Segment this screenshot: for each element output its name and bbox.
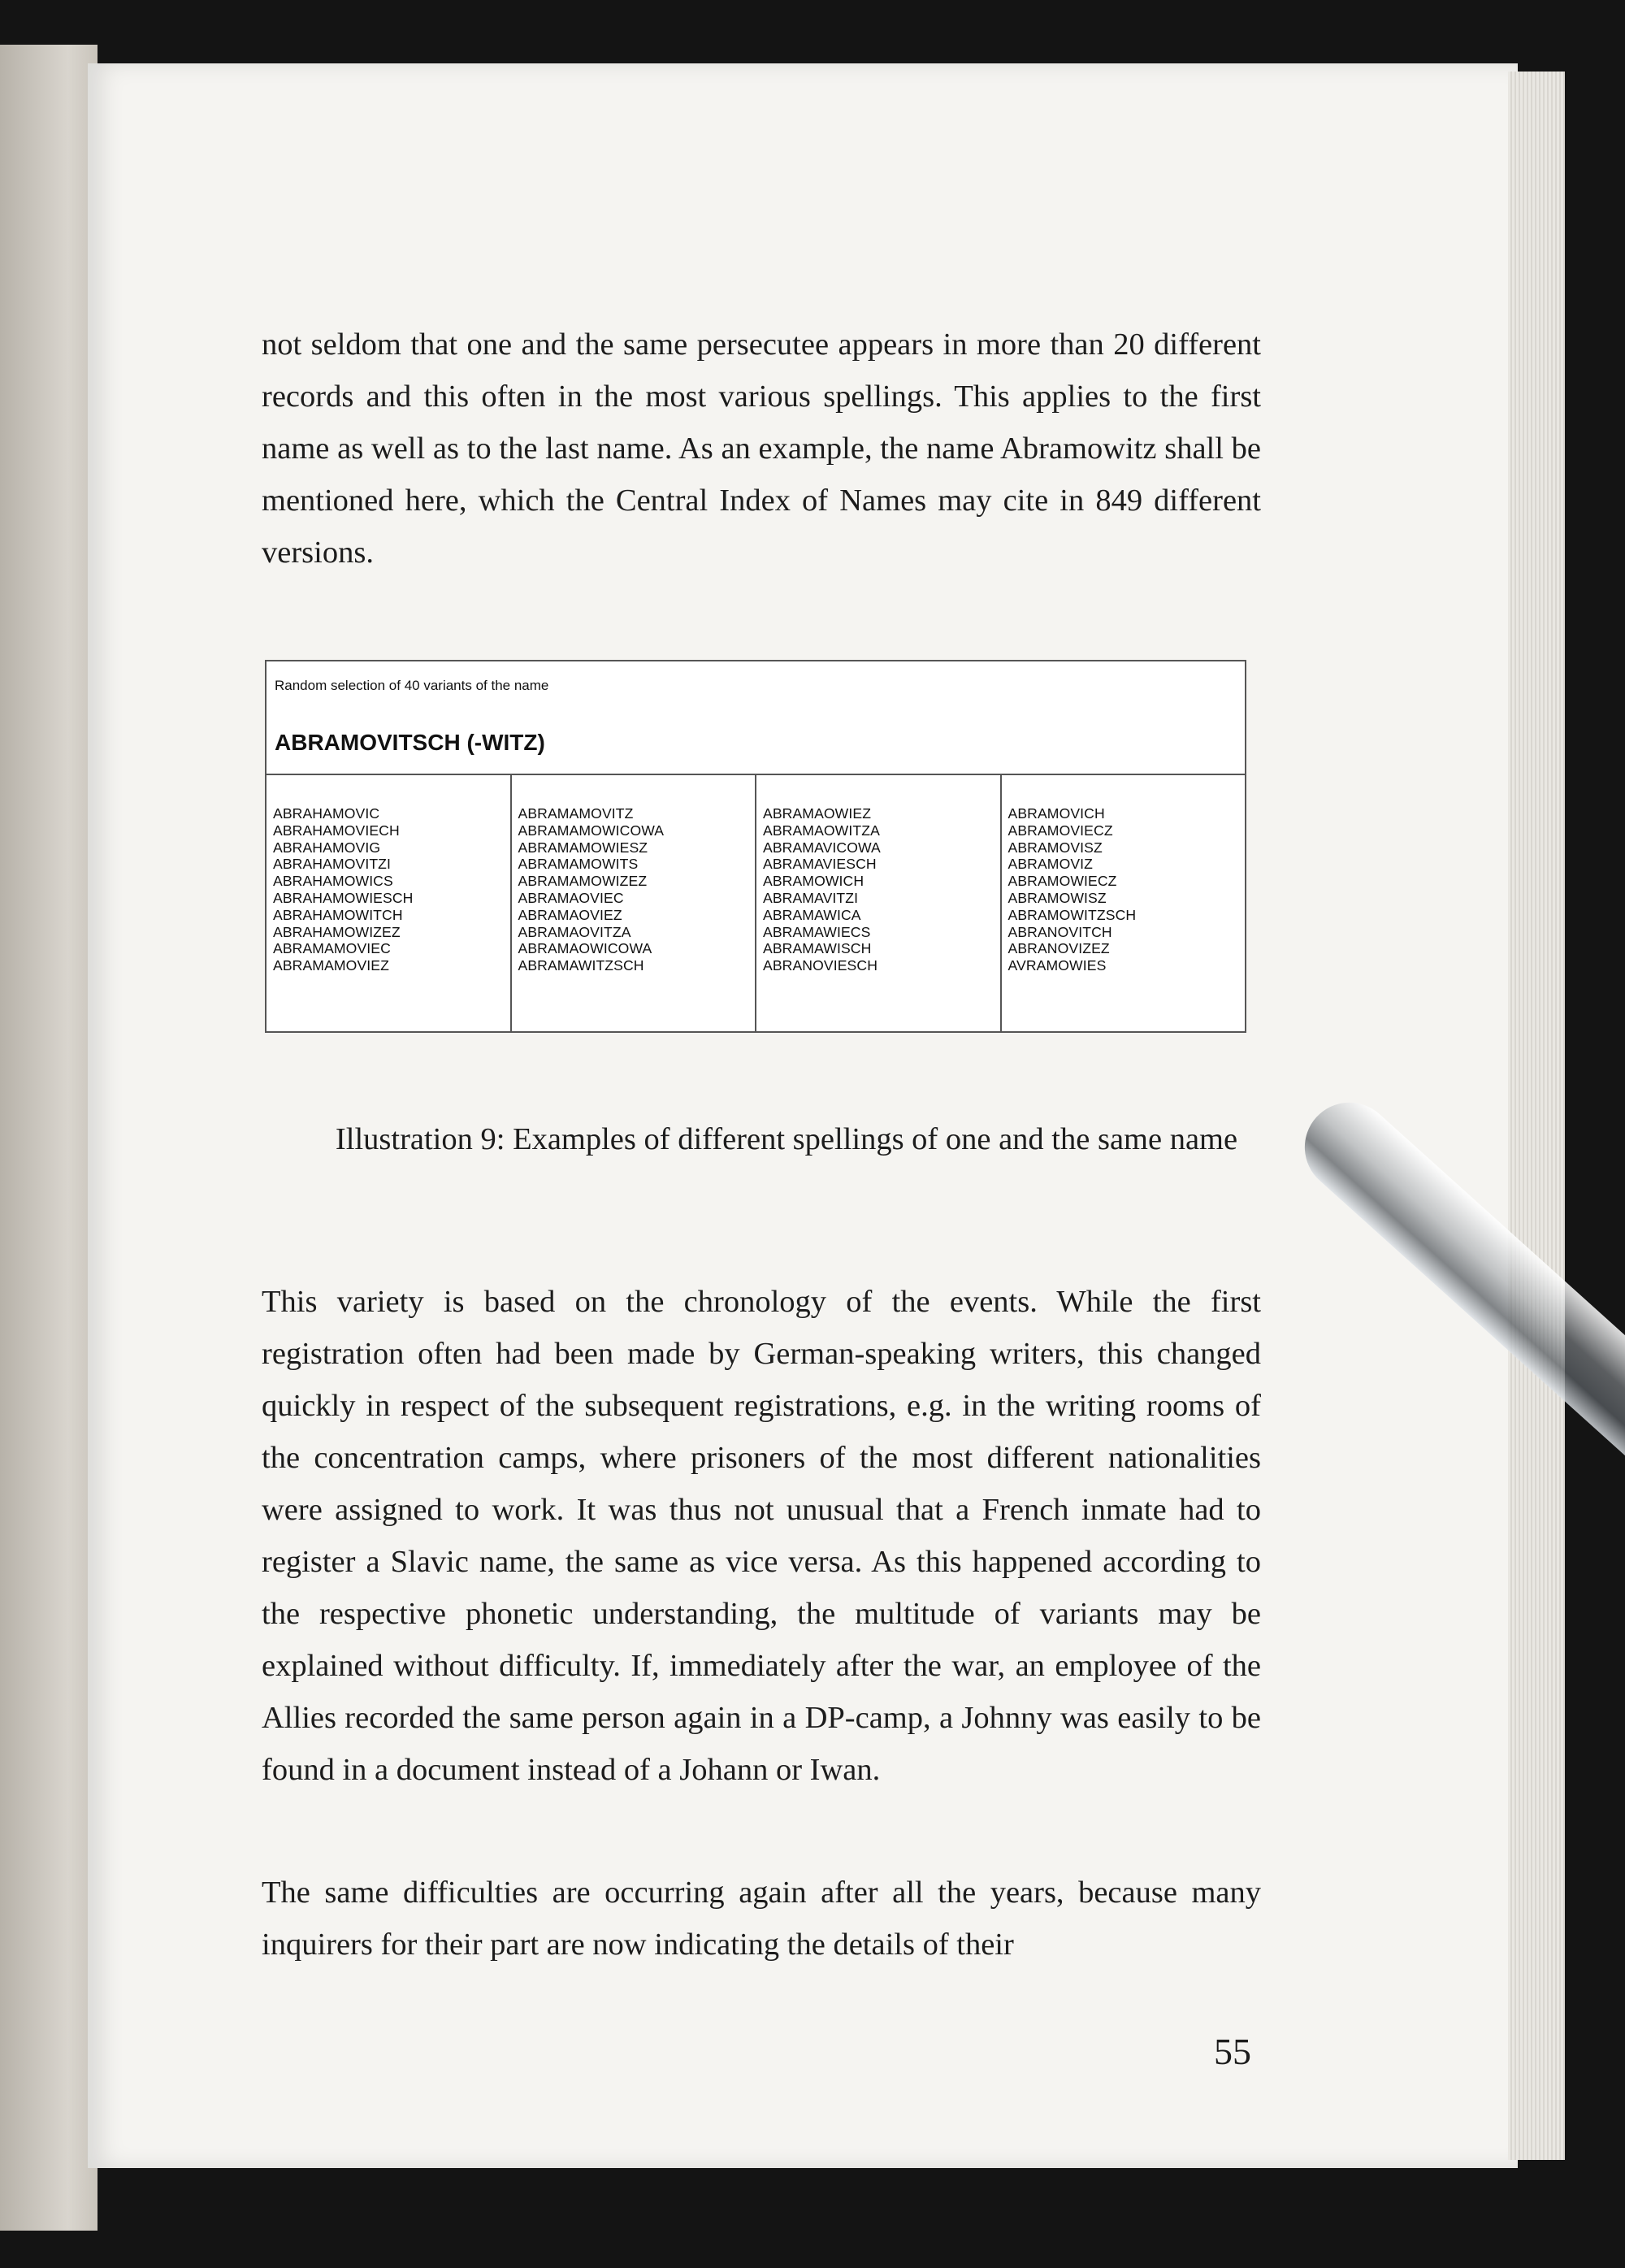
variant-column-4 [1000, 774, 1246, 1031]
figure-subtitle: Random selection of 40 variants of the name [275, 678, 549, 693]
page-number: 55 [1214, 2031, 1251, 2072]
name-variant: ABRAHAMOVIG [273, 839, 381, 856]
name-variant: ABRAMAMOWIZEZ [518, 873, 648, 890]
name-variant: ABRAMAMOVITZ [518, 805, 634, 822]
figure-heading: ABRAMOVITSCH (-WITZ) [275, 730, 545, 755]
paragraph-variety-text: This variety is based on the chronology of the events. While the first registration often had been made by German-speaking writers, this changed quickly in respect of the subsequent registrations, e.g. in the writing rooms of the concentration camps, where prisoners of the most different nationalities were assigned to work. It was thus not unusual that a French inmate had to register a Slavic name, the same as vice versa. As this happened according to the respective phonetic understanding, the multitude of variants may be explained without difficulty. If, immediately after the war, an employee of the Allies recorded the same person again in a DP-camp, a Johnny was easily to be found in a document instead of a Johann or Iwan. [262, 1285, 1261, 1787]
name-variant: ABRAHAMOVIECH [273, 822, 400, 839]
name-variant: ABRANOVIZEZ [1008, 940, 1110, 957]
name-variant: ABRAMOVISZ [1008, 839, 1103, 856]
name-variant: ABRAMAMOVIEZ [273, 957, 389, 974]
name-variant: ABRAMAMOWICOWA [518, 822, 665, 839]
name-variant: ABRAMAOVIEC [518, 889, 624, 906]
name-variant: ABRAMAVIESCH [763, 856, 877, 873]
name-variant: ABRAMOVIZ [1008, 856, 1094, 873]
name-variant: ABRAMOVIECZ [1008, 822, 1113, 839]
name-variant: ABRAMAWIECS [763, 923, 871, 940]
variant-column-3 [755, 774, 1000, 1031]
name-variant: ABRAHAMOVITZI [273, 856, 391, 873]
illustration-caption: Illustration 9: Examples of different spellings of one and the same name [335, 1122, 1238, 1156]
variant-column-2 [510, 774, 756, 1031]
name-variant: ABRAMOVICH [1008, 805, 1105, 822]
name-variant: ABRANOVIESCH [763, 957, 878, 974]
name-variant: ABRAMAOVITZA [518, 923, 631, 940]
name-variant: ABRAMAMOWITS [518, 856, 639, 873]
name-variant: ABRAMAVICOWA [763, 839, 881, 856]
paragraph-difficulties-text: The same difficulties are occurring again after all the years, because many inquirers for their part are now indicating the details of their [262, 1876, 1261, 1962]
name-variant: ABRAMAVITZI [763, 889, 859, 906]
name-variant: ABRAMAWITZSCH [518, 957, 644, 974]
name-variant: ABRAHAMOWITCH [273, 906, 403, 923]
name-variant: ABRANOVITCH [1008, 923, 1112, 940]
book-page-edges [1508, 72, 1565, 2160]
name-variant: ABRAMAMOWIESZ [518, 839, 648, 856]
name-variant: ABRAHAMOWIZEZ [273, 923, 401, 940]
book-left-page-edge [0, 45, 98, 2231]
name-variant: ABRAMAMOVIEC [273, 940, 391, 957]
name-variant: ABRAHAMOVIC [273, 805, 380, 822]
variant-columns [266, 774, 1245, 1031]
name-variants-figure [265, 660, 1246, 1033]
name-variant: ABRAMOWISZ [1008, 889, 1107, 906]
name-variant: ABRAHAMOWIESCH [273, 889, 414, 906]
paragraph-variety [262, 1276, 1261, 1796]
name-variant: ABRAMAOWICOWA [518, 940, 652, 957]
name-variant: ABRAMOWIECZ [1008, 873, 1117, 890]
paragraph-difficulties [262, 1867, 1261, 1971]
name-variant: ABRAMAWICA [763, 906, 861, 923]
name-variant: ABRAMAOVIEZ [518, 906, 622, 923]
name-variant: ABRAMAWISCH [763, 940, 872, 957]
name-variant: ABRAMAOWITZA [763, 822, 880, 839]
paragraph-intro-text: not seldom that one and the same persecutee appears in more than 20 different records and this often in the most various spellings. This applies to the first name as well as to the last name. As an example, the name Abramowitz shall be mentioned here, which the Central Index of Names may cite in 849 different versions. [262, 327, 1261, 570]
name-variant: ABRAMOWICH [763, 873, 864, 890]
name-variant: ABRAMAOWIEZ [763, 805, 872, 822]
variant-column-1 [266, 774, 510, 1031]
paragraph-intro [262, 319, 1261, 579]
name-variant: ABRAHAMOWICS [273, 873, 393, 890]
name-variant: AVRAMOWIES [1008, 957, 1107, 974]
name-variant: ABRAMOWITZSCH [1008, 906, 1137, 923]
